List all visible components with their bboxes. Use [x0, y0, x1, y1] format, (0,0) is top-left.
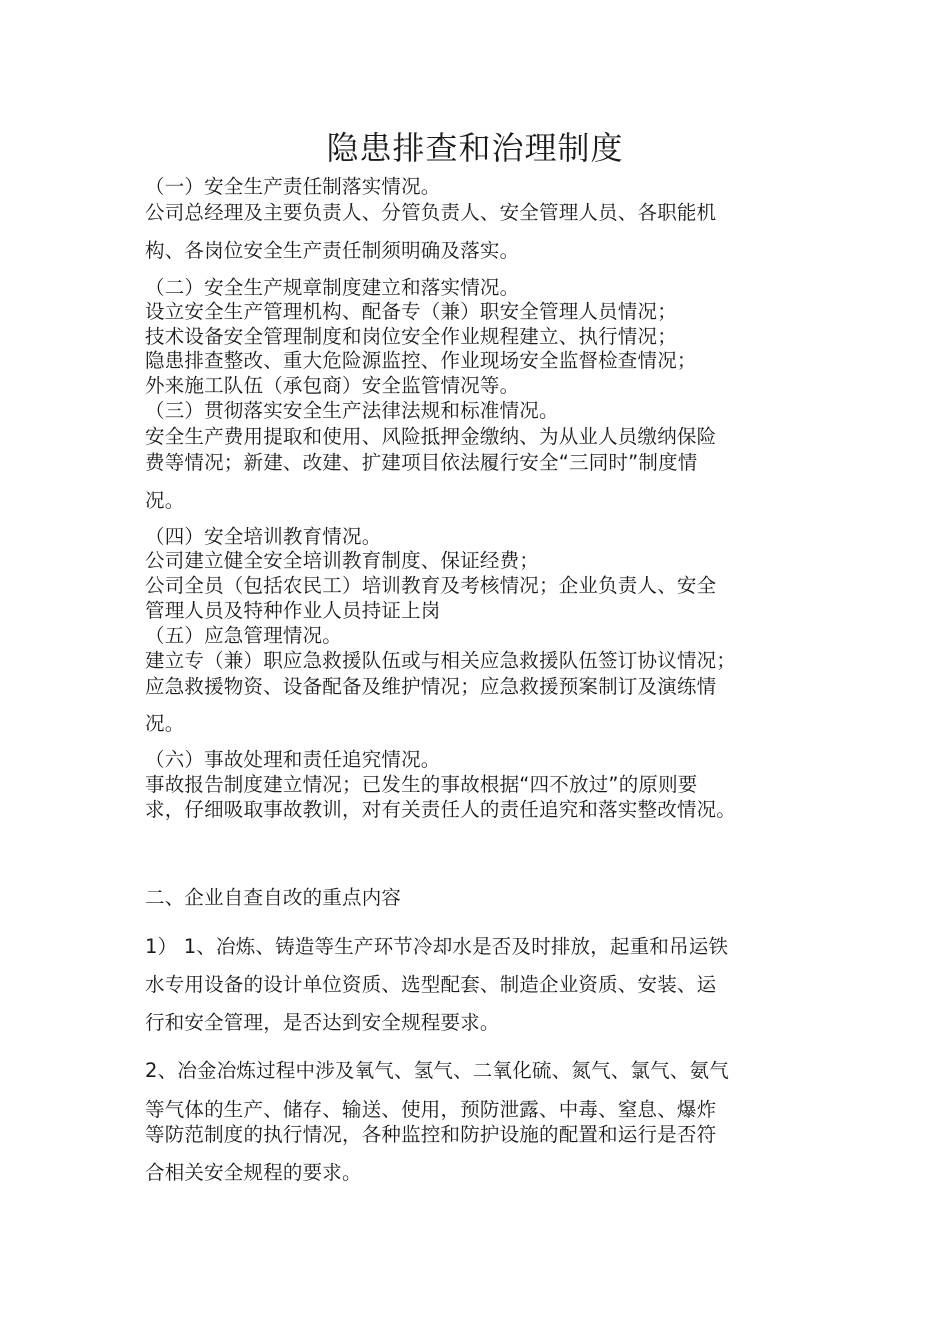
section-heading-5: （五）应急管理情况。: [145, 624, 343, 647]
paragraph-line: 等防范制度的执行情况，各种监控和防护设施的配置和运行是否符: [145, 1123, 717, 1146]
paragraph-line: 况。: [145, 712, 185, 735]
paragraph-line: 管理人员及特种作业人员持证上岗: [145, 599, 441, 622]
paragraph-line: 设立安全生产管理机构、配备专（兼）职安全管理人员情况；: [145, 300, 677, 323]
section-heading-4: （四）安全培训教育情况。: [145, 525, 382, 548]
paragraph-line: 建立专（兼）职应急救援队伍或与相关应急救援队伍签订协议情况；: [145, 649, 737, 672]
paragraph-line: 事故报告制度建立情况；已发生的事故根据“四不放过”的原则要: [145, 773, 698, 796]
section-heading-1: （一）安全生产责任制落实情况。: [145, 175, 441, 198]
paragraph-line: 外来施工队伍（承包商）安全监管情况等。: [145, 374, 520, 397]
paragraph-line: 行和安全管理，是否达到安全规程要求。: [145, 1011, 500, 1034]
paragraph-line: 等气体的生产、储存、输送、使用，预防泄露、中毒、窒息、爆炸: [145, 1098, 717, 1121]
document-title: 隐患排查和治理制度: [326, 129, 624, 167]
paragraph-line: 费等情况；新建、改建、扩建项目依法履行安全“三同时”制度情: [145, 451, 698, 474]
paragraph-line: 2、冶金冶炼过程中涉及氧气、氢气、二氧化硫、氮气、氯气、氨气: [145, 1059, 729, 1082]
paragraph-line: 公司建立健全安全培训教育制度、保证经费；: [145, 549, 540, 572]
section-heading-2: （二）安全生产规章制度建立和落实情况。: [145, 276, 520, 299]
section-heading-6: （六）事故处理和责任追究情况。: [145, 748, 441, 771]
paragraph-line: 构、各岗位安全生产责任制须明确及落实。: [145, 239, 520, 262]
paragraph-line: 公司全员（包括农民工）培训教育及考核情况；企业负责人、安全: [145, 574, 717, 597]
paragraph-line: 求，仔细吸取事故教训，对有关责任人的责任追究和落实整改情况。: [145, 798, 737, 821]
paragraph-line: 况。: [145, 489, 185, 512]
paragraph-line: 公司总经理及主要负责人、分管负责人、安全管理人员、各职能机: [145, 201, 717, 224]
paragraph-line: 应急救援物资、设备配备及维护情况；应急救援预案制订及演练情: [145, 675, 717, 698]
paragraph-line: 安全生产费用提取和使用、风险抵押金缴纳、为从业人员缴纳保险: [145, 425, 717, 448]
paragraph-line: 合相关安全规程的要求。: [145, 1161, 362, 1184]
paragraph-line: 1） 1、冶炼、铸造等生产环节冷却水是否及时排放，起重和吊运铁: [145, 935, 729, 958]
paragraph-line: 水专用设备的设计单位资质、选型配套、制造企业资质、安装、运: [145, 973, 717, 996]
paragraph-line: 技术设备安全管理制度和岗位安全作业规程建立、执行情况；: [145, 325, 677, 348]
part-two-heading: 二、企业自查自改的重点内容: [145, 886, 402, 909]
section-heading-3: （三）贯彻落实安全生产法律法规和标准情况。: [145, 399, 559, 422]
paragraph-line: 隐患排查整改、重大危险源监控、作业现场安全监督检查情况；: [145, 349, 697, 372]
